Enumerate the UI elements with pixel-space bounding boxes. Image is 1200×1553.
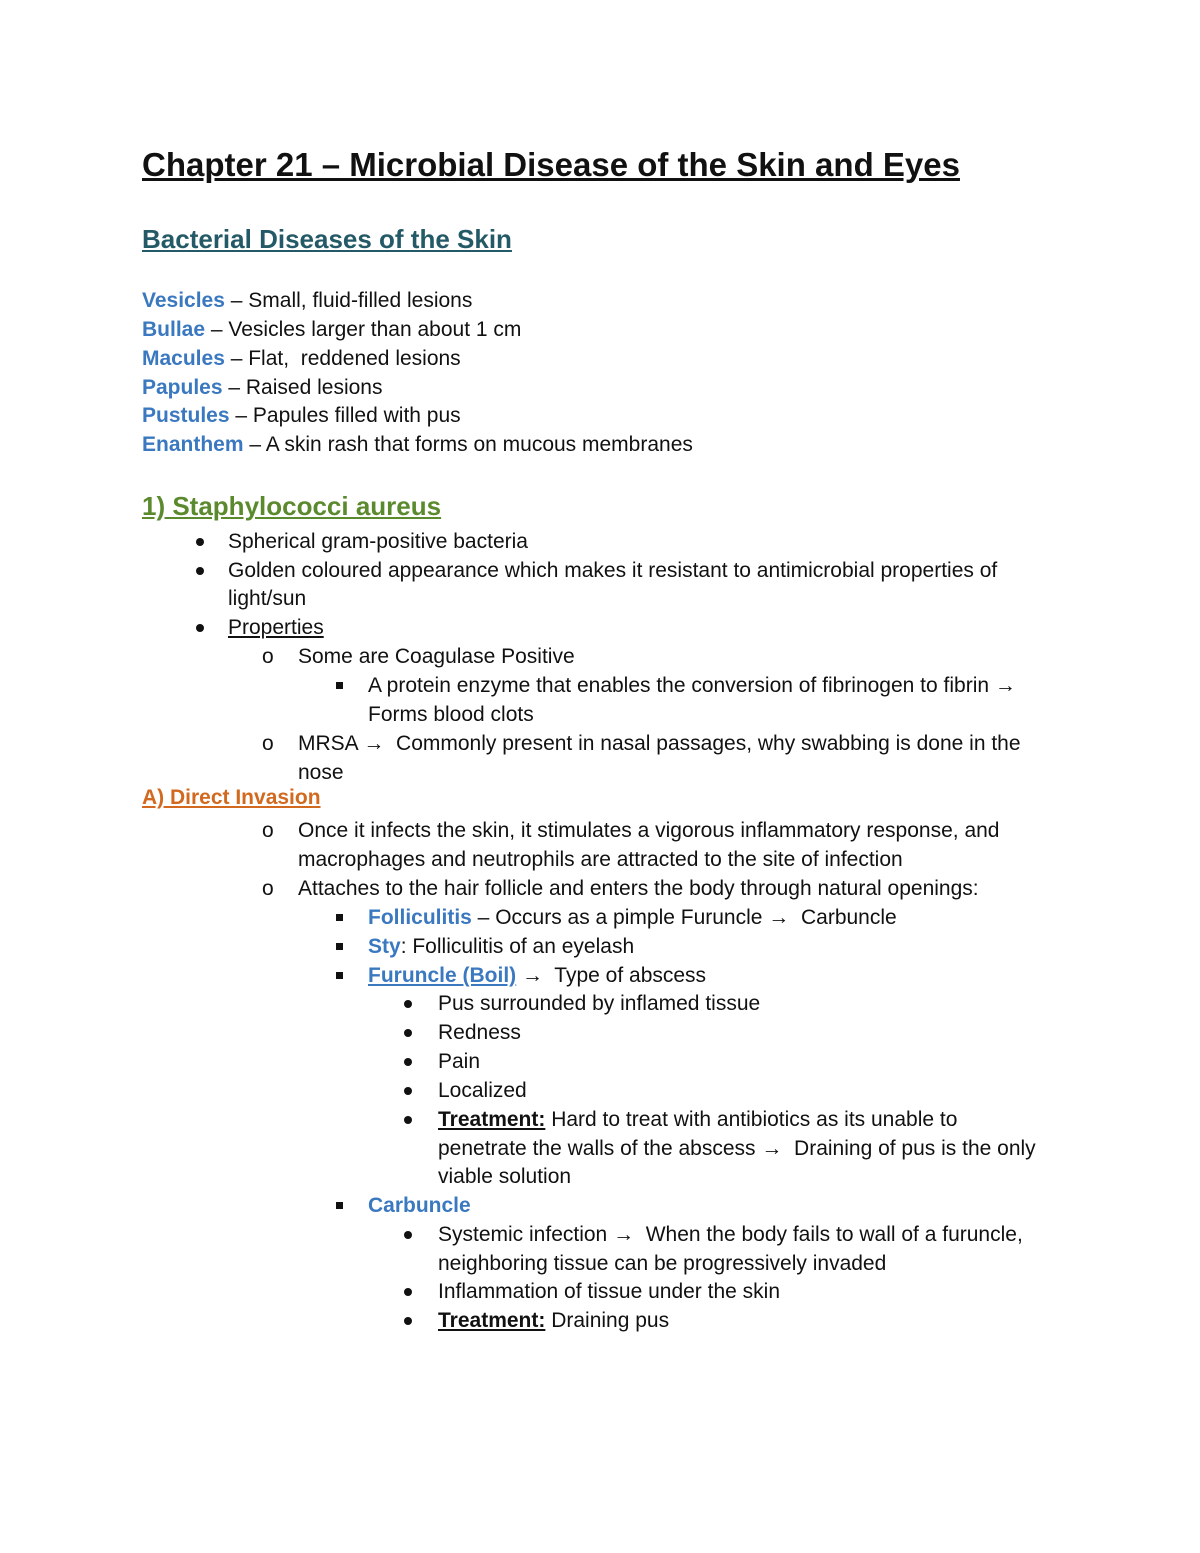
- bullet-icon: [196, 538, 204, 546]
- invasion-infects: o Once it infects the skin, it stimulates a vigorous inflammatory response, and: [262, 816, 999, 845]
- bullet-icon: [404, 1288, 412, 1296]
- direct-invasion-heading: A) Direct Invasion: [142, 786, 321, 809]
- definition-enanthem: Enanthem – A skin rash that forms on mucous membranes: [142, 433, 693, 456]
- circle-bullet-icon: o: [262, 819, 274, 842]
- definition-bullae: Bullae – Vesicles larger than about 1 cm: [142, 318, 522, 341]
- section-heading: Bacterial Diseases of the Skin: [142, 224, 512, 254]
- circle-bullet-icon: o: [262, 877, 274, 900]
- property-mrsa: o MRSA → Commonly present in nasal passages, why swabbing is done in the: [262, 729, 1021, 758]
- property-coagulase: o Some are Coagulase Positive: [262, 642, 575, 671]
- arrow-icon: →: [357, 732, 391, 755]
- invasion-attaches: o Attaches to the hair follicle and enters the body through natural openings:: [262, 874, 979, 903]
- square-bullet-icon: [336, 1202, 343, 1209]
- bullet-icon: [404, 1029, 412, 1037]
- carbuncle-treatment: Treatment: Draining pus: [404, 1306, 669, 1335]
- arrow-icon: →: [516, 964, 549, 987]
- furuncle-localized: Localized: [404, 1076, 527, 1105]
- definition-papules: Papules – Raised lesions: [142, 376, 383, 399]
- carbuncle-systemic-cont: neighboring tissue can be progressively invaded: [438, 1252, 887, 1275]
- bullet-icon: [196, 624, 204, 632]
- bullet-golden-cont: light/sun: [228, 587, 307, 610]
- item-folliculitis: Folliculitis – Occurs as a pimple Furuncle → Carbuncle: [336, 903, 897, 932]
- arrow-icon: →: [755, 1137, 789, 1160]
- item-sty: Sty: Folliculitis of an eyelash: [336, 932, 634, 961]
- property-mrsa-cont: nose: [298, 761, 344, 784]
- definition-macules: Macules – Flat, reddened lesions: [142, 347, 461, 370]
- square-bullet-icon: [336, 972, 343, 979]
- bullet-icon: [404, 1087, 412, 1095]
- arrow-icon: →: [989, 674, 1022, 697]
- invasion-infects-cont: macrophages and neutrophils are attracted to the site of infection: [298, 848, 903, 871]
- furuncle-pain: Pain: [404, 1047, 480, 1076]
- furuncle-treatment: Treatment: Hard to treat with antibiotics as its unable to: [404, 1105, 957, 1134]
- bullet-icon: [404, 1000, 412, 1008]
- definition-pustules: Pustules – Papules filled with pus: [142, 404, 461, 427]
- arrow-icon: →: [762, 906, 796, 929]
- coagulase-detail: A protein enzyme that enables the conversion of fibrinogen to fibrin →: [336, 671, 1022, 700]
- item-furuncle: Furuncle (Boil) → Type of abscess: [336, 961, 706, 990]
- bullet-icon: [404, 1058, 412, 1066]
- carbuncle-systemic: Systemic infection → When the body fails to wall of a furuncle,: [404, 1220, 1023, 1249]
- page-title: Chapter 21 – Microbial Disease of the Skin and Eyes: [142, 146, 960, 183]
- furuncle-redness: Redness: [404, 1018, 521, 1047]
- circle-bullet-icon: o: [262, 732, 274, 755]
- arrow-icon: →: [607, 1223, 640, 1246]
- furuncle-treatment-cont2: viable solution: [438, 1165, 572, 1188]
- item-carbuncle: Carbuncle: [336, 1191, 471, 1220]
- furuncle-pus: Pus surrounded by inflamed tissue: [404, 989, 760, 1018]
- square-bullet-icon: [336, 682, 343, 689]
- bullet-icon: [404, 1116, 412, 1124]
- carbuncle-inflammation: Inflammation of tissue under the skin: [404, 1277, 780, 1306]
- staph-heading: 1) Staphylococci aureus: [142, 491, 442, 521]
- square-bullet-icon: [336, 943, 343, 950]
- bullet-properties: Properties: [196, 613, 324, 642]
- definition-vesicles: Vesicles – Small, fluid-filled lesions: [142, 289, 473, 312]
- bullet-icon: [404, 1231, 412, 1239]
- circle-bullet-icon: o: [262, 645, 274, 668]
- square-bullet-icon: [336, 914, 343, 921]
- bullet-golden: Golden coloured appearance which makes it resistant to antimicrobial properties of: [196, 556, 997, 585]
- bullet-icon: [404, 1317, 412, 1325]
- bullet-icon: [196, 567, 204, 575]
- bullet-spherical: Spherical gram-positive bacteria: [196, 527, 528, 556]
- coagulase-detail-cont: Forms blood clots: [368, 703, 534, 726]
- furuncle-treatment-cont: penetrate the walls of the abscess → Draining of pus is the only: [438, 1137, 1036, 1160]
